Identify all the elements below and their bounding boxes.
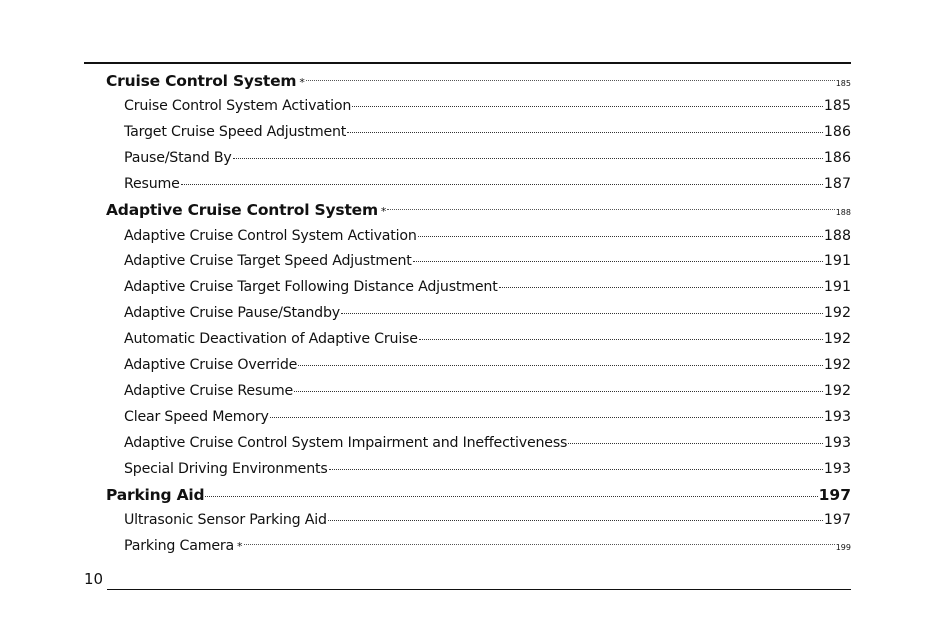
toc-subsection-entry[interactable] <box>84 329 851 355</box>
toc-entry-title: Clear Speed Memory <box>124 408 269 425</box>
toc-subsection-entry[interactable] <box>84 381 851 407</box>
toc-entry-title: Pause/Stand By <box>124 149 232 166</box>
toc-subsection-entry[interactable] <box>84 458 851 484</box>
dot-leader <box>347 122 823 136</box>
dot-leader <box>244 536 835 550</box>
toc-entry-title: Parking Camera <box>124 538 234 555</box>
toc-entry-title: Ultrasonic Sensor Parking Aid <box>124 512 327 529</box>
toc-entry-page: 192 <box>823 382 851 399</box>
toc-entry-page: 193 <box>823 408 851 425</box>
dot-leader <box>352 96 823 110</box>
dot-leader <box>387 199 834 215</box>
toc-entry-title: Adaptive Cruise Resume <box>124 382 294 399</box>
toc-section-entry[interactable] <box>84 484 851 510</box>
toc-subsection-entry[interactable] <box>84 251 851 277</box>
toc-entry-title: Parking Aid <box>106 485 205 504</box>
dot-leader <box>328 510 823 524</box>
dot-leader <box>568 432 823 446</box>
toc-section-entry[interactable] <box>84 199 851 225</box>
toc-entry-page: 197 <box>818 485 851 504</box>
toc-entry-page: 188 <box>835 207 851 217</box>
toc-subsection-entry[interactable] <box>84 277 851 303</box>
dot-leader <box>413 251 823 265</box>
toc-subsection-entry[interactable] <box>84 407 851 433</box>
toc-entry-page: 192 <box>823 331 851 348</box>
toc-subsection-entry[interactable] <box>84 432 851 458</box>
dot-leader <box>181 174 823 188</box>
toc-subsection-entry[interactable] <box>84 96 851 122</box>
toc-entry-page: 192 <box>823 305 851 322</box>
toc-entry-title: Adaptive Cruise Override <box>124 356 298 373</box>
toc-entry-page: 193 <box>823 434 851 451</box>
page-number: 10 <box>84 570 104 588</box>
dot-leader <box>419 329 823 343</box>
dot-leader <box>298 355 823 369</box>
toc-subsection-entry[interactable] <box>84 303 851 329</box>
toc-subsection-entry[interactable] <box>84 225 851 251</box>
toc-section-entry[interactable] <box>84 70 851 96</box>
toc-entry-page: 187 <box>823 175 851 192</box>
dot-leader <box>270 407 823 421</box>
toc-subsection-entry[interactable] <box>84 536 851 562</box>
toc-entry-title: Cruise Control System <box>106 71 297 90</box>
toc-entry-page: 185 <box>835 78 851 88</box>
toc-entry-page: 192 <box>823 356 851 373</box>
toc-entry-page: 188 <box>823 227 851 244</box>
dot-leader <box>233 148 823 162</box>
toc-entry-page: 186 <box>823 123 851 140</box>
toc-entry-title: Adaptive Cruise Control System <box>106 200 378 219</box>
toc-entry-title: Cruise Control System Activation <box>124 98 352 115</box>
toc-entry-title: Target Cruise Speed Adjustment <box>124 123 347 140</box>
toc-entry-page: 185 <box>823 98 851 115</box>
toc-entry-title: Adaptive Cruise Pause/Standby <box>124 305 340 322</box>
toc-entry-title: Resume <box>124 175 180 192</box>
toc-entry-page: 191 <box>823 253 851 270</box>
dot-leader <box>341 303 823 317</box>
toc-entry-title: Adaptive Cruise Target Following Distance Adjustment <box>124 279 498 296</box>
dot-leader <box>294 381 823 395</box>
toc-subsection-entry[interactable] <box>84 174 851 200</box>
toc-entry-page: 199 <box>835 543 851 553</box>
dot-leader <box>329 458 823 472</box>
toc-entry-title: Automatic Deactivation of Adaptive Cruise <box>124 331 418 348</box>
toc-entry-marker: * <box>299 75 305 89</box>
toc-entry-title: Adaptive Cruise Target Speed Adjustment <box>124 253 412 270</box>
toc-subsection-entry[interactable] <box>84 122 851 148</box>
dot-leader <box>306 70 835 86</box>
toc-entry-title: Adaptive Cruise Control System Impairment and Ineffectiveness <box>124 434 568 451</box>
toc-entry-page: 197 <box>823 512 851 529</box>
dot-leader <box>418 225 823 239</box>
toc-entry-title: Special Driving Environments <box>124 460 328 477</box>
toc-entry-page: 186 <box>823 149 851 166</box>
toc-entry-marker: * <box>380 204 387 218</box>
toc-subsection-entry[interactable] <box>84 355 851 381</box>
toc-subsection-entry[interactable] <box>84 148 851 174</box>
bottom-rule <box>107 589 851 590</box>
top-rule <box>84 62 851 64</box>
dot-leader <box>205 484 817 500</box>
toc-subsection-entry[interactable] <box>84 510 851 536</box>
table-of-contents <box>84 70 851 562</box>
toc-entry-page: 191 <box>823 279 851 296</box>
toc-entry-marker: * <box>237 540 243 554</box>
dot-leader <box>499 277 823 291</box>
toc-entry-title: Adaptive Cruise Control System Activation <box>124 227 417 244</box>
toc-entry-page: 193 <box>823 460 851 477</box>
